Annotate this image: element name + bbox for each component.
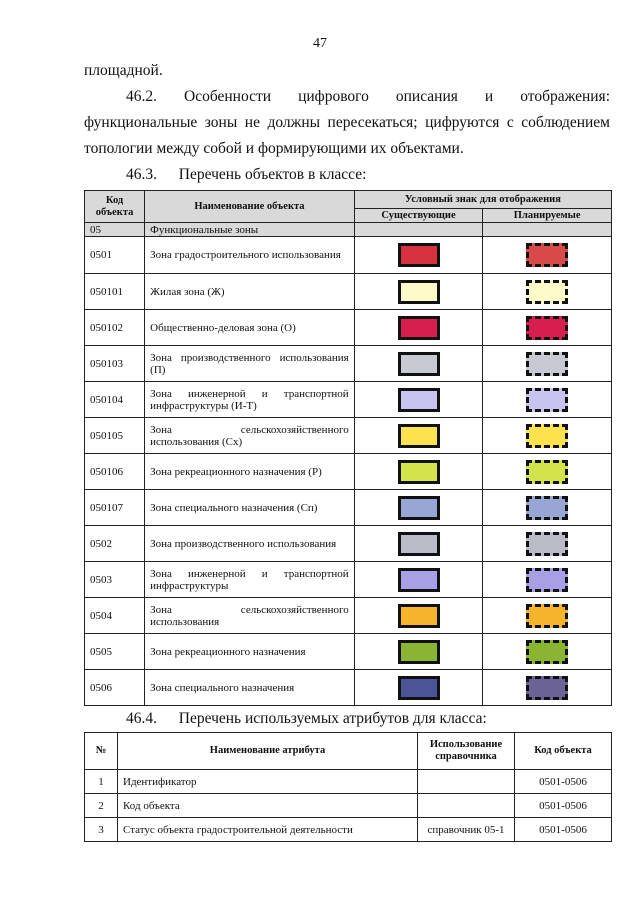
header-symbol: Условный знак для отображения	[354, 191, 611, 209]
object-code: 0506	[85, 670, 145, 706]
planned-swatch	[526, 316, 568, 340]
attr-name: Код объекта	[118, 794, 418, 818]
object-name: Зона инженерной и транспортной инфраструктуры (И-Т)	[145, 382, 355, 418]
group-code: 05	[85, 223, 145, 237]
object-name: Зона специального назначения (Сп)	[145, 490, 355, 526]
page-number: 47	[313, 36, 327, 51]
table-row	[85, 382, 612, 418]
attr-ref: справочник 05-1	[418, 818, 515, 842]
table-row	[85, 794, 612, 818]
planned-symbol-cell	[483, 598, 612, 634]
object-code: 050104	[85, 382, 145, 418]
planned-swatch	[526, 243, 568, 267]
object-name: Зона сельскохозяйственного использования (Сх)	[145, 418, 355, 454]
table-row	[85, 670, 612, 706]
planned-symbol-cell	[483, 310, 612, 346]
planned-swatch	[526, 676, 568, 700]
object-name: Общественно-деловая зона (О)	[145, 310, 355, 346]
object-code: 050103	[85, 346, 145, 382]
planned-swatch	[526, 496, 568, 520]
existing-symbol-cell	[354, 382, 483, 418]
header-planned: Планируемые	[483, 209, 612, 223]
table-row	[85, 346, 612, 382]
table-row	[85, 770, 612, 794]
existing-swatch	[398, 568, 440, 592]
existing-symbol-cell	[354, 454, 483, 490]
planned-swatch	[526, 424, 568, 448]
attr-ref	[418, 770, 515, 794]
paragraph-text: Перечень используемых атрибутов для класса:	[178, 710, 487, 727]
table-row	[85, 418, 612, 454]
planned-symbol-cell	[483, 274, 612, 310]
existing-swatch	[398, 280, 440, 304]
existing-swatch	[398, 676, 440, 700]
attr-num: 1	[85, 770, 118, 794]
table-row	[85, 598, 612, 634]
planned-swatch	[526, 568, 568, 592]
header-existing: Существующие	[354, 209, 483, 223]
paragraph-number: 46.2.	[126, 88, 157, 105]
table-row	[85, 634, 612, 670]
word: цифрового	[298, 88, 369, 105]
existing-swatch	[398, 640, 440, 664]
table-row	[85, 310, 612, 346]
word: Особенности	[184, 88, 272, 105]
attr-num: 3	[85, 818, 118, 842]
object-code: 0501	[85, 237, 145, 274]
header-num: №	[85, 733, 118, 770]
table-row	[85, 274, 612, 310]
attr-code: 0501-0506	[515, 818, 612, 842]
planned-symbol-cell	[483, 454, 612, 490]
header-code: Код объекта	[85, 191, 145, 223]
planned-swatch	[526, 460, 568, 484]
paragraph-46-3	[126, 162, 366, 188]
existing-swatch	[398, 460, 440, 484]
object-name: Зона градостроительного использования	[145, 237, 355, 274]
planned-symbol-cell	[483, 490, 612, 526]
object-code: 050101	[85, 274, 145, 310]
paragraph-46-2-line1	[126, 84, 610, 110]
planned-symbol-cell	[483, 562, 612, 598]
table-row	[85, 562, 612, 598]
header-name: Наименование объекта	[145, 191, 355, 223]
existing-symbol-cell	[354, 237, 483, 274]
objects-table	[84, 190, 612, 706]
header-ref: Использование справочника	[418, 733, 515, 770]
planned-swatch	[526, 280, 568, 304]
table-row	[85, 490, 612, 526]
attributes-table	[84, 732, 612, 842]
planned-swatch	[526, 532, 568, 556]
attr-name: Статус объекта градостроительной деятельности	[118, 818, 418, 842]
object-code: 0502	[85, 526, 145, 562]
existing-swatch	[398, 243, 440, 267]
attr-code: 0501-0506	[515, 794, 612, 818]
existing-swatch	[398, 388, 440, 412]
object-name: Зона рекреационного назначения	[145, 634, 355, 670]
object-code: 0503	[85, 562, 145, 598]
planned-symbol-cell	[483, 237, 612, 274]
paragraph-46-2-line2: функциональные зоны не должны пересекаться; цифруются с соблюдением	[84, 114, 610, 131]
existing-swatch	[398, 496, 440, 520]
existing-swatch	[398, 424, 440, 448]
object-name: Зона производственного использования	[145, 526, 355, 562]
existing-symbol-cell	[354, 310, 483, 346]
table-row	[85, 818, 612, 842]
planned-swatch	[526, 388, 568, 412]
empty-cell	[354, 223, 483, 237]
object-name: Зона специального назначения	[145, 670, 355, 706]
table-row-group	[85, 223, 612, 237]
object-name: Зона сельскохозяйственного использования	[145, 598, 355, 634]
attr-num: 2	[85, 794, 118, 818]
existing-swatch	[398, 352, 440, 376]
existing-symbol-cell	[354, 670, 483, 706]
planned-symbol-cell	[483, 382, 612, 418]
object-code: 0504	[85, 598, 145, 634]
object-code: 0505	[85, 634, 145, 670]
object-code: 050102	[85, 310, 145, 346]
table-row	[85, 454, 612, 490]
existing-symbol-cell	[354, 562, 483, 598]
object-name: Жилая зона (Ж)	[145, 274, 355, 310]
paragraph-number: 46.4.	[126, 710, 157, 727]
planned-symbol-cell	[483, 526, 612, 562]
planned-symbol-cell	[483, 670, 612, 706]
existing-symbol-cell	[354, 634, 483, 670]
empty-cell	[483, 223, 612, 237]
planned-symbol-cell	[483, 346, 612, 382]
existing-symbol-cell	[354, 598, 483, 634]
existing-symbol-cell	[354, 526, 483, 562]
paragraph-text: Перечень объектов в классе:	[178, 166, 367, 183]
planned-swatch	[526, 640, 568, 664]
planned-symbol-cell	[483, 418, 612, 454]
existing-swatch	[398, 316, 440, 340]
paragraph-46-4	[126, 706, 487, 732]
group-name: Функциональные зоны	[145, 223, 355, 237]
planned-symbol-cell	[483, 634, 612, 670]
paragraph-46-2-line3: топологии между собой и формирующими их объектами.	[84, 140, 464, 157]
table-row	[85, 237, 612, 274]
table-row	[85, 526, 612, 562]
existing-swatch	[398, 532, 440, 556]
object-code: 050106	[85, 454, 145, 490]
planned-swatch	[526, 352, 568, 376]
object-code: 050107	[85, 490, 145, 526]
existing-symbol-cell	[354, 418, 483, 454]
existing-swatch	[398, 604, 440, 628]
attr-code: 0501-0506	[515, 770, 612, 794]
object-code: 050105	[85, 418, 145, 454]
word: отображения:	[520, 88, 610, 105]
word: описания	[395, 88, 458, 105]
object-name: Зона инженерной и транспортной инфраструктуры	[145, 562, 355, 598]
header-attr-code: Код объекта	[515, 733, 612, 770]
paragraph-number: 46.3.	[126, 166, 157, 183]
word: и	[484, 88, 494, 105]
object-name: Зона рекреационного назначения (Р)	[145, 454, 355, 490]
existing-symbol-cell	[354, 274, 483, 310]
object-name: Зона производственного использования (П)	[145, 346, 355, 382]
attr-ref	[418, 794, 515, 818]
planned-swatch	[526, 604, 568, 628]
existing-symbol-cell	[354, 490, 483, 526]
attr-name: Идентификатор	[118, 770, 418, 794]
existing-symbol-cell	[354, 346, 483, 382]
header-attr-name: Наименование атрибута	[118, 733, 418, 770]
paragraph-continuation: площадной.	[84, 62, 163, 79]
